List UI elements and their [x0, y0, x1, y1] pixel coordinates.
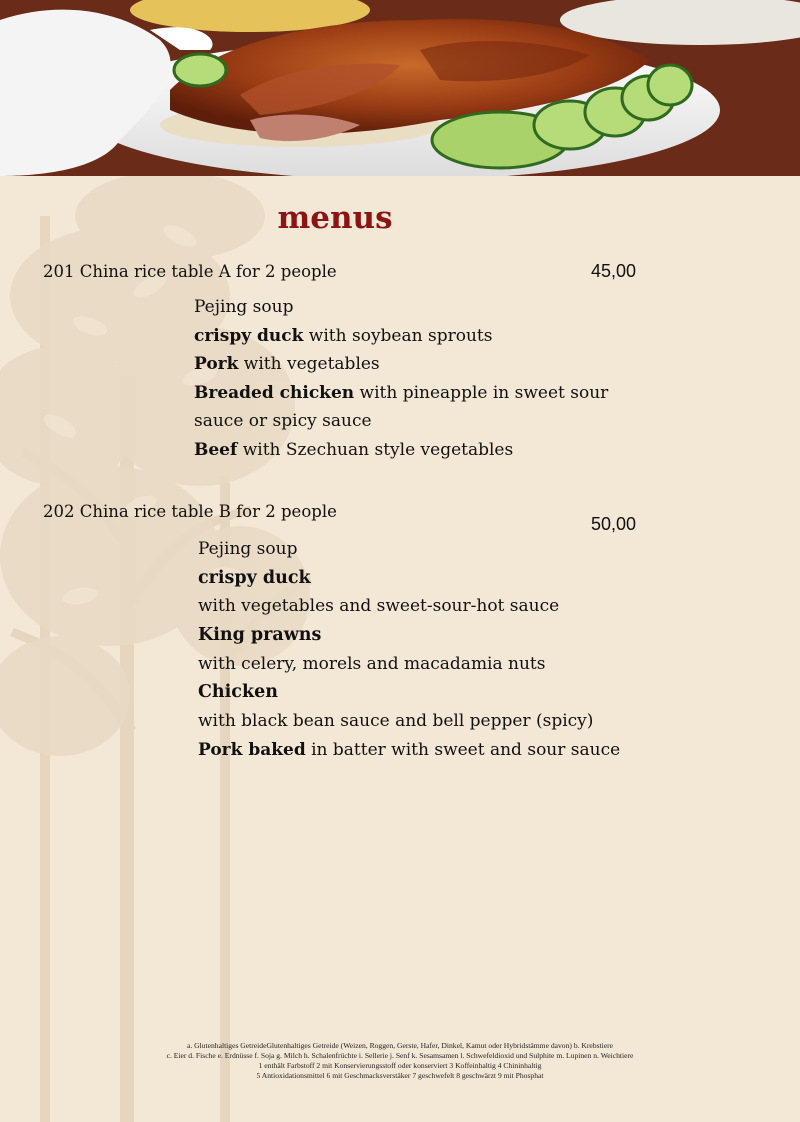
course-item	[198, 621, 620, 650]
dish-name: crispy duck	[198, 567, 311, 588]
course-item	[198, 564, 620, 593]
dish-name: Pork baked	[198, 739, 306, 760]
dish-description: Pejing soup	[194, 297, 294, 317]
allergen-line: c. Eier d. Fische e. Erdnüsse f. Soja g. Milch h. Schalenfrüchte i. Sellerie j. Senf k. Sesamsamen l. Schwefeldioxid und Sulphite m. Lupinen n. Weichtiere	[166, 1051, 634, 1060]
dish-description: with Szechuan style vegetables	[237, 439, 514, 460]
course-item	[194, 322, 608, 351]
header-photo-duck	[0, 0, 800, 176]
course-item	[198, 707, 620, 736]
course-item	[194, 436, 608, 465]
course-item	[198, 650, 620, 679]
course-item	[194, 293, 608, 322]
dish-description: with soybean sprouts	[303, 325, 493, 346]
dish-name: King prawns	[198, 625, 322, 646]
course-item	[194, 379, 608, 408]
dish-name: crispy duck	[194, 325, 304, 346]
course-item	[198, 535, 620, 564]
dish-name: Beef	[194, 439, 238, 460]
course-item	[194, 350, 608, 379]
menu-heading-201: 201 China rice table A for 2 people	[43, 262, 337, 281]
dish-description: with vegetables	[238, 354, 380, 374]
menu-courses-201	[194, 293, 608, 464]
allergen-footnote	[0, 1041, 800, 1081]
dish-description: with vegetables and sweet-sour-hot sauce	[198, 596, 560, 617]
additive-line: 5 Antioxidationsmittel 6 mit Geschmacksverstäker 7 geschwefelt 8 geschwärzt 9 mit Phosphat	[256, 1071, 544, 1080]
duck-dish-image	[0, 0, 800, 176]
course-item	[198, 678, 620, 707]
menu-price-201: 45,00	[591, 261, 637, 281]
dish-name: Pork	[194, 354, 239, 374]
dish-description: with black bean sauce and bell pepper (spicy)	[198, 711, 594, 732]
page-title: menus	[277, 200, 393, 236]
menu-price-202: 50,00	[591, 514, 637, 534]
dish-description: with celery, morels and macadamia nuts	[198, 653, 546, 674]
additive-line: 1 enthält Farbstoff 2 mit Konservierungsstoff oder konserviert 3 Koffeinhaltig 4 Chininhaltig	[258, 1061, 542, 1070]
course-item	[194, 407, 608, 436]
dish-description: with pineapple in sweet sour	[354, 382, 609, 403]
dish-description: Pejing soup	[198, 539, 298, 559]
menu-courses-202	[198, 535, 620, 765]
dish-name: Chicken	[198, 682, 278, 703]
dish-description: sauce or spicy sauce	[194, 411, 372, 431]
dish-description: in batter with sweet and sour sauce	[305, 739, 621, 760]
course-item	[198, 736, 620, 765]
allergen-line: a. Glutenhaltiges GetreideGlutenhaltiges Getreide (Weizen, Roggen, Gerste, Hafer, Dinkel, Kamut oder Hybridstämme davon) b. Krebstiere	[186, 1041, 614, 1050]
dish-name: Breaded chicken	[194, 382, 355, 403]
course-item	[198, 592, 620, 621]
menu-heading-202: 202 China rice table B for 2 people	[43, 502, 337, 521]
